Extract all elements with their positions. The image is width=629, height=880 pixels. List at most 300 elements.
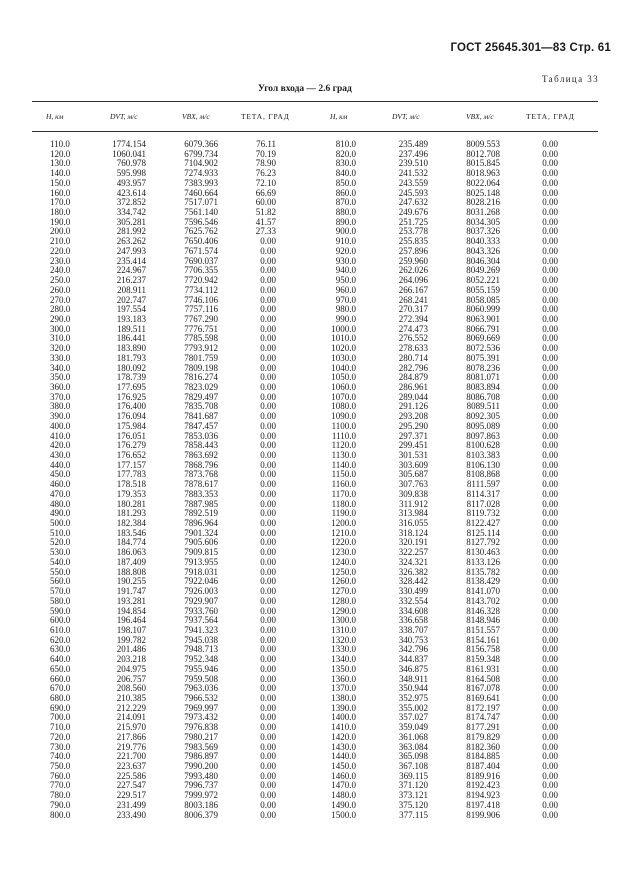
table-cell: 348.911 xyxy=(399,673,428,684)
table-cell: 7829.497 xyxy=(184,391,218,402)
table-cell: 960.0 xyxy=(335,284,356,295)
table-cell: 7847.457 xyxy=(184,420,218,431)
column-h-left xyxy=(50,140,70,820)
table-cell: 0.00 xyxy=(260,586,276,597)
table-cell: 0.00 xyxy=(542,731,558,742)
table-cell: 0.00 xyxy=(260,780,276,791)
table-header-rule xyxy=(32,131,598,132)
table-cell: 355.002 xyxy=(398,702,428,713)
table-cell: 7274.933 xyxy=(184,168,218,179)
table-cell: 0.00 xyxy=(260,352,276,363)
table-cell: 263.262 xyxy=(116,236,146,247)
table-cell: 0.00 xyxy=(542,799,558,810)
table-cell: 7892.519 xyxy=(184,508,218,519)
table-cell: 0.00 xyxy=(260,605,276,616)
table-cell: 178.518 xyxy=(116,479,146,490)
column-h-right xyxy=(320,140,356,820)
table-cell: 440.0 xyxy=(50,459,71,470)
column-teta-left xyxy=(244,140,276,820)
table-cell: 231.499 xyxy=(116,799,146,810)
table-cell: 1490.0 xyxy=(331,799,356,810)
table-cell: 1390.0 xyxy=(331,702,356,713)
table-cell: 219.776 xyxy=(116,741,146,752)
table-cell: 334.742 xyxy=(116,207,146,218)
table-cell: 8156.758 xyxy=(466,644,500,655)
table-cell: 0.00 xyxy=(260,761,276,771)
table-cell: 8143.702 xyxy=(466,595,500,606)
table-cell: 7671.574 xyxy=(184,245,218,256)
table-cell: 1310.0 xyxy=(331,624,356,635)
table-cell: 0.00 xyxy=(542,615,558,626)
table-cell: 8138.429 xyxy=(466,576,500,587)
table-cell: 0.00 xyxy=(542,498,558,509)
table-cell: 176.925 xyxy=(116,391,146,402)
table-cell: 217.866 xyxy=(116,731,146,742)
table-cell: 0.00 xyxy=(260,411,276,422)
table-cell: 590.0 xyxy=(50,605,71,616)
table-cell: 188.808 xyxy=(116,566,146,577)
table-cell: 270.317 xyxy=(398,304,428,315)
table-cell: 206.757 xyxy=(116,673,146,684)
table-cell: 186.063 xyxy=(116,547,146,558)
table-cell: 359.049 xyxy=(398,722,428,733)
table-cell: 0.00 xyxy=(542,488,558,499)
table-cell: 7625.762 xyxy=(184,226,218,237)
table-cell: 1270.0 xyxy=(331,586,356,597)
table-cell: 0.00 xyxy=(542,275,558,286)
table-cell: 7996.737 xyxy=(184,780,218,791)
table-cell: 1300.0 xyxy=(331,615,356,626)
table-cell: 311.912 xyxy=(399,498,428,509)
table-cell: 8127.792 xyxy=(466,537,500,548)
table-cell: 8122.427 xyxy=(466,518,500,529)
table-cell: 326.382 xyxy=(398,566,428,577)
table-cell: 7955.946 xyxy=(184,663,218,674)
table-cell: 423.614 xyxy=(116,187,146,198)
table-cell: 250.0 xyxy=(50,275,71,286)
table-cell: 235.414 xyxy=(116,255,146,266)
table-cell: 870.0 xyxy=(335,197,356,208)
table-cell: 0.00 xyxy=(260,634,276,645)
table-cell: 980.0 xyxy=(335,304,356,315)
table-cell: 8117.028 xyxy=(466,498,500,509)
table-cell: 1150.0 xyxy=(331,469,356,480)
table-cell: 770.0 xyxy=(50,780,71,791)
table-cell: 235.489 xyxy=(398,139,428,149)
table-cell: 8086.708 xyxy=(466,391,500,402)
table-cell: 0.00 xyxy=(260,547,276,558)
table-cell: 480.0 xyxy=(50,498,71,509)
table-cell: 249.676 xyxy=(398,207,428,218)
table-cell: 380.0 xyxy=(50,401,71,412)
table-cell: 8159.348 xyxy=(466,654,500,665)
table-cell: 8003.186 xyxy=(184,799,218,810)
table-cell: 41.57 xyxy=(255,216,276,227)
table-cell: 0.00 xyxy=(542,197,558,208)
table-cell: 8167.078 xyxy=(466,683,500,694)
table-cell: 8100.628 xyxy=(466,440,500,451)
table-cell: 181.793 xyxy=(116,352,146,363)
table-cell: 8194.923 xyxy=(466,790,500,801)
table-cell: 0.00 xyxy=(542,245,558,256)
table-cell: 1250.0 xyxy=(331,566,356,577)
table-cell: 177.157 xyxy=(116,459,146,470)
table-cell: 0.00 xyxy=(260,450,276,460)
table-cell: 0.00 xyxy=(260,654,276,665)
table-cell: 0.00 xyxy=(542,692,558,703)
table-cell: 1340.0 xyxy=(331,654,356,665)
table-cell: 309.838 xyxy=(398,488,428,499)
table-cell: 7883.353 xyxy=(184,488,218,499)
table-cell: 60.00 xyxy=(255,197,276,208)
table-cell: 8187.404 xyxy=(466,761,500,771)
table-cell: 330.0 xyxy=(50,352,71,363)
table-cell: 8066.791 xyxy=(466,323,500,334)
table-cell: 0.00 xyxy=(260,236,276,247)
table-cell: 223.637 xyxy=(116,761,146,771)
table-cell: 8028.216 xyxy=(466,197,500,208)
table-cell: 340.753 xyxy=(398,634,428,645)
table-cell: 1000.0 xyxy=(331,323,356,334)
table-cell: 8161.931 xyxy=(466,663,500,674)
table-cell: 328.442 xyxy=(398,576,428,587)
table-cell: 7980.217 xyxy=(184,731,218,742)
table-cell: 493.957 xyxy=(116,177,146,188)
table-cell: 0.00 xyxy=(260,255,276,266)
table-cell: 286.961 xyxy=(398,381,428,392)
table-cell: 7816.274 xyxy=(184,372,218,383)
table-cell: 7959.508 xyxy=(184,673,218,684)
table-cell: 7948.713 xyxy=(184,644,218,655)
table-cell: 1090.0 xyxy=(331,411,356,422)
table-cell: 7941.323 xyxy=(184,624,218,635)
table-cell: 190.255 xyxy=(116,576,146,587)
table-cell: 7909.815 xyxy=(184,547,218,558)
table-cell: 316.055 xyxy=(398,518,428,529)
table-cell: 1050.0 xyxy=(331,372,356,383)
table-cell: 0.00 xyxy=(542,411,558,422)
table-cell: 7596.546 xyxy=(184,216,218,227)
table-cell: 1330.0 xyxy=(331,644,356,655)
table-cell: 0.00 xyxy=(260,275,276,286)
table-cell: 0.00 xyxy=(260,527,276,538)
table-cell: 0.00 xyxy=(542,391,558,402)
table-cell: 0.00 xyxy=(260,265,276,276)
table-cell: 0.00 xyxy=(260,323,276,334)
table-cell: 0.00 xyxy=(542,187,558,198)
table-cell: 201.486 xyxy=(116,644,146,655)
table-cell: 7809.198 xyxy=(184,362,218,373)
table-cell: 7690.037 xyxy=(184,255,218,266)
table-cell: 7933.760 xyxy=(184,605,218,616)
table-cell: 190.0 xyxy=(50,216,71,227)
table-cell: 1430.0 xyxy=(331,741,356,752)
angle-caption: Угол входа — 2.6 град xyxy=(258,84,352,94)
table-cell: 1460.0 xyxy=(331,770,356,781)
table-cell: 7776.751 xyxy=(184,323,218,334)
table-cell: 7993.480 xyxy=(184,770,218,781)
table-cell: 7952.348 xyxy=(184,654,218,665)
table-cell: 183.546 xyxy=(116,527,146,538)
table-cell: 0.00 xyxy=(542,168,558,179)
table-cell: 176.051 xyxy=(116,430,146,441)
table-cell: 8095.089 xyxy=(466,420,500,431)
table-cell: 1170.0 xyxy=(331,488,356,499)
col-header-dvt-right: DVT, м/с xyxy=(392,112,420,121)
table-cell: 176.652 xyxy=(116,450,146,460)
table-cell: 247.993 xyxy=(116,245,146,256)
table-cell: 320.0 xyxy=(50,343,71,354)
table-cell: 1030.0 xyxy=(331,352,356,363)
table-cell: 8060.999 xyxy=(466,304,500,315)
table-cell: 0.00 xyxy=(260,333,276,344)
table-cell: 1140.0 xyxy=(331,459,356,470)
table-cell: 8006.379 xyxy=(184,809,218,820)
table-cell: 0.00 xyxy=(260,566,276,577)
table-cell: 214.091 xyxy=(116,712,146,723)
table-cell: 7104.902 xyxy=(184,158,218,169)
table-cell: 830.0 xyxy=(335,158,356,169)
table-cell: 0.00 xyxy=(542,450,558,460)
table-cell: 0.00 xyxy=(542,304,558,315)
table-cell: 8192.423 xyxy=(466,780,500,791)
table-cell: 7801.759 xyxy=(184,352,218,363)
table-cell: 225.586 xyxy=(116,770,146,781)
table-cell: 196.464 xyxy=(116,615,146,626)
table-cell: 170.0 xyxy=(50,197,71,208)
table-cell: 8009.553 xyxy=(466,139,500,149)
table-cell: 0.00 xyxy=(260,440,276,451)
table-cell: 0.00 xyxy=(260,343,276,354)
table-cell: 8182.360 xyxy=(466,741,500,752)
table-cell: 7963.036 xyxy=(184,683,218,694)
table-cell: 0.00 xyxy=(542,158,558,169)
table-cell: 730.0 xyxy=(50,741,71,752)
table-cell: 289.044 xyxy=(398,391,428,402)
table-cell: 560.0 xyxy=(50,576,71,587)
table-cell: 221.700 xyxy=(116,751,146,762)
table-cell: 7517.071 xyxy=(184,197,218,208)
table-cell: 0.00 xyxy=(260,576,276,587)
table-cell: 640.0 xyxy=(50,654,71,665)
table-cell: 920.0 xyxy=(335,245,356,256)
table-cell: 8164.508 xyxy=(466,673,500,684)
table-cell: 330.499 xyxy=(398,586,428,597)
table-cell: 274.473 xyxy=(398,323,428,334)
table-cell: 860.0 xyxy=(335,187,356,198)
table-cell: 8046.304 xyxy=(466,255,500,266)
table-cell: 307.763 xyxy=(398,479,428,490)
table-cell: 320.191 xyxy=(398,537,428,548)
table-cell: 0.00 xyxy=(260,459,276,470)
table-cell: 8179.829 xyxy=(466,731,500,742)
table-cell: 410.0 xyxy=(50,430,71,441)
table-cell: 140.0 xyxy=(50,168,71,179)
table-cell: 0.00 xyxy=(542,547,558,558)
table-cell: 197.554 xyxy=(116,304,146,315)
table-cell: 0.00 xyxy=(542,226,558,237)
table-cell: 8146.328 xyxy=(466,605,500,616)
table-cell: 0.00 xyxy=(542,702,558,713)
table-cell: 8081.071 xyxy=(466,372,500,383)
table-cell: 198.107 xyxy=(116,624,146,635)
table-cell: 550.0 xyxy=(50,566,71,577)
table-cell: 7863.692 xyxy=(184,450,218,460)
table-cell: 8154.161 xyxy=(466,634,500,645)
table-cell: 8092.305 xyxy=(466,411,500,422)
table-cell: 630.0 xyxy=(50,644,71,655)
table-cell: 182.384 xyxy=(116,518,146,529)
table-cell: 910.0 xyxy=(335,236,356,247)
table-cell: 7913.955 xyxy=(184,556,218,567)
table-cell: 8052.221 xyxy=(466,275,500,286)
table-cell: 230.0 xyxy=(50,255,71,266)
table-cell: 460.0 xyxy=(50,479,71,490)
table-cell: 0.00 xyxy=(542,148,558,159)
table-cell: 0.00 xyxy=(260,537,276,548)
col-header-h-left: H, км xyxy=(46,112,64,121)
table-cell: 176.094 xyxy=(116,411,146,422)
table-cell: 372.852 xyxy=(116,197,146,208)
table-cell: 0.00 xyxy=(542,440,558,451)
table-cell: 8169.641 xyxy=(466,692,500,703)
table-cell: 51.82 xyxy=(255,207,276,218)
table-cell: 8108.868 xyxy=(466,469,500,480)
col-header-vbx-right: VBX, м/с xyxy=(466,112,494,121)
table-cell: 1200.0 xyxy=(331,518,356,529)
table-cell: 1280.0 xyxy=(331,595,356,606)
table-cell: 1130.0 xyxy=(331,450,356,460)
table-cell: 0.00 xyxy=(542,556,558,567)
table-cell: 8031.268 xyxy=(466,207,500,218)
table-cell: 0.00 xyxy=(542,761,558,771)
table-cell: 0.00 xyxy=(542,809,558,820)
table-cell: 193.183 xyxy=(116,313,146,324)
table-cell: 270.0 xyxy=(50,294,71,305)
table-cell: 0.00 xyxy=(542,333,558,344)
table-cell: 510.0 xyxy=(50,527,71,538)
table-cell: 8015.845 xyxy=(466,158,500,169)
table-cell: 76.11 xyxy=(256,139,276,149)
table-cell: 8172.197 xyxy=(466,702,500,713)
table-cell: 7460.664 xyxy=(184,187,218,198)
table-cell: 0.00 xyxy=(542,586,558,597)
table-cell: 0.00 xyxy=(260,712,276,723)
table-cell: 0.00 xyxy=(260,430,276,441)
table-cell: 1440.0 xyxy=(331,751,356,762)
table-cell: 324.321 xyxy=(398,556,428,567)
table-cell: 371.120 xyxy=(398,780,428,791)
table-cell: 189.511 xyxy=(117,323,146,334)
table-cell: 247.632 xyxy=(398,197,428,208)
table-cell: 0.00 xyxy=(542,255,558,266)
table-cell: 750.0 xyxy=(50,761,71,771)
table-cell: 8106.130 xyxy=(466,459,500,470)
table-cell: 1240.0 xyxy=(331,556,356,567)
table-cell: 0.00 xyxy=(260,595,276,606)
table-cell: 1220.0 xyxy=(331,537,356,548)
table-cell: 1070.0 xyxy=(331,391,356,402)
table-cell: 70.19 xyxy=(255,148,276,159)
table-cell: 7918.031 xyxy=(184,566,218,577)
table-cell: 8199.906 xyxy=(466,809,500,820)
table-cell: 318.124 xyxy=(398,527,428,538)
table-cell: 0.00 xyxy=(542,576,558,587)
table-cell: 1420.0 xyxy=(331,731,356,742)
table-cell: 0.00 xyxy=(542,595,558,606)
table-cell: 7746.106 xyxy=(184,294,218,305)
table-cell: 202.747 xyxy=(116,294,146,305)
table-cell: 7793.912 xyxy=(184,343,218,354)
table-cell: 7966.532 xyxy=(184,692,218,703)
table-cell: 0.00 xyxy=(260,294,276,305)
table-cell: 970.0 xyxy=(335,294,356,305)
table-cell: 0.00 xyxy=(542,216,558,227)
table-cell: 204.975 xyxy=(116,663,146,674)
table-cell: 0.00 xyxy=(542,605,558,616)
table-cell: 7835.708 xyxy=(184,401,218,412)
table-cell: 301.531 xyxy=(398,450,428,460)
table-cell: 241.532 xyxy=(398,168,428,179)
table-cell: 281.992 xyxy=(116,226,146,237)
table-cell: 305.281 xyxy=(116,216,146,227)
table-cell: 8119.732 xyxy=(466,508,500,519)
table-cell: 7976.838 xyxy=(184,722,218,733)
table-cell: 700.0 xyxy=(50,712,71,723)
table-cell: 0.00 xyxy=(542,722,558,733)
table-cell: 7929.907 xyxy=(184,595,218,606)
table-cell: 0.00 xyxy=(542,683,558,694)
table-cell: 76.23 xyxy=(255,168,276,179)
table-cell: 0.00 xyxy=(260,556,276,567)
table-cell: 240.0 xyxy=(50,265,71,276)
table-cell: 237.496 xyxy=(398,148,428,159)
table-cell: 7973.432 xyxy=(184,712,218,723)
table-cell: 176.400 xyxy=(116,401,146,412)
table-cell: 7905.606 xyxy=(184,537,218,548)
table-cell: 7720.942 xyxy=(184,275,218,286)
table-cell: 8037.326 xyxy=(466,226,500,237)
table-cell: 72.10 xyxy=(255,177,276,188)
table-cell: 1260.0 xyxy=(331,576,356,587)
table-cell: 7937.564 xyxy=(184,615,218,626)
table-cell: 8018.963 xyxy=(466,168,500,179)
table-cell: 299.451 xyxy=(398,440,428,451)
table-cell: 0.00 xyxy=(260,731,276,742)
table-cell: 8111.597 xyxy=(466,479,500,490)
table-cell: 370.0 xyxy=(50,391,71,402)
table-cell: 278.633 xyxy=(398,343,428,354)
table-cell: 187.409 xyxy=(116,556,146,567)
table-cell: 0.00 xyxy=(260,683,276,694)
table-cell: 186.441 xyxy=(116,333,146,344)
table-cell: 295.290 xyxy=(398,420,428,431)
table-cell: 8189.916 xyxy=(466,770,500,781)
table-cell: 0.00 xyxy=(260,615,276,626)
table-cell: 305.687 xyxy=(398,469,428,480)
table-cell: 0.00 xyxy=(542,566,558,577)
table-cell: 0.00 xyxy=(542,343,558,354)
table-cell: 7858.443 xyxy=(184,440,218,451)
table-cell: 203.218 xyxy=(116,654,146,665)
table-cell: 450.0 xyxy=(50,469,71,480)
table-cell: 179.353 xyxy=(116,488,146,499)
table-cell: 0.00 xyxy=(260,420,276,431)
table-cell: 7922.046 xyxy=(184,576,218,587)
table-cell: 660.0 xyxy=(50,673,71,684)
table-cell: 8075.391 xyxy=(466,352,500,363)
table-cell: 251.725 xyxy=(398,216,428,227)
